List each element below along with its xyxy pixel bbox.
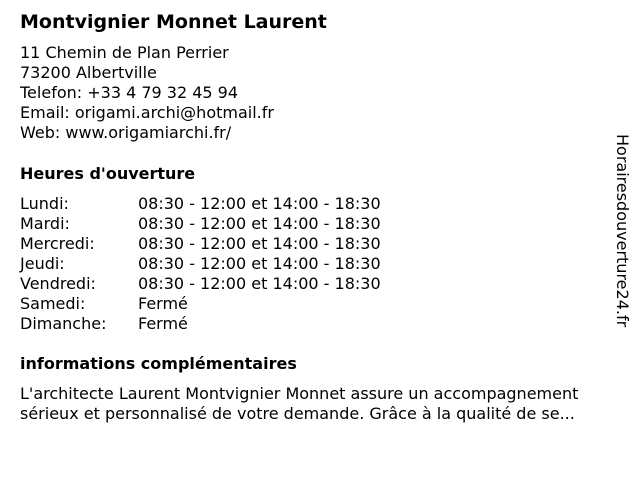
- day-times: 08:30 - 12:00 et 14:00 - 18:30: [138, 194, 381, 213]
- description-text: [20, 384, 630, 424]
- site-watermark: Horairesdouverture24.fr: [613, 134, 632, 328]
- day-times: 08:30 - 12:00 et 14:00 - 18:30: [138, 234, 381, 253]
- description-line: L'architecte Laurent Montvignier Monnet assure un accompagnement: [20, 384, 579, 403]
- day-times: Fermé: [138, 314, 188, 333]
- day-times: 08:30 - 12:00 et 14:00 - 18:30: [138, 254, 381, 273]
- day-times: 08:30 - 12:00 et 14:00 - 18:30: [138, 274, 381, 293]
- day-label: Jeudi:: [20, 254, 65, 273]
- day-label: Mercredi:: [20, 234, 95, 253]
- street-address: 11 Chemin de Plan Perrier: [20, 43, 229, 62]
- day-label: Samedi:: [20, 294, 86, 313]
- day-times: 08:30 - 12:00 et 14:00 - 18:30: [138, 214, 381, 233]
- phone-number: Telefon: +33 4 79 32 45 94: [20, 83, 239, 102]
- day-times: Fermé: [138, 294, 188, 313]
- opening-hours-heading: Heures d'ouverture: [20, 164, 196, 183]
- day-label: Vendredi:: [20, 274, 96, 293]
- day-label: Dimanche:: [20, 314, 107, 333]
- website: Web: www.origamiarchi.fr/: [20, 123, 232, 142]
- contact-block: [20, 43, 274, 143]
- city-postcode: 73200 Albertville: [20, 63, 157, 82]
- day-label: Mardi:: [20, 214, 70, 233]
- day-label: Lundi:: [20, 194, 69, 213]
- description-line: sérieux et personnalisé de votre demande. Grâce à la qualité de se...: [20, 404, 575, 423]
- additional-info-heading: informations complémentaires: [20, 354, 297, 373]
- email-address: Email: origami.archi@hotmail.fr: [20, 103, 274, 122]
- business-name: Montvignier Monnet Laurent: [20, 11, 327, 33]
